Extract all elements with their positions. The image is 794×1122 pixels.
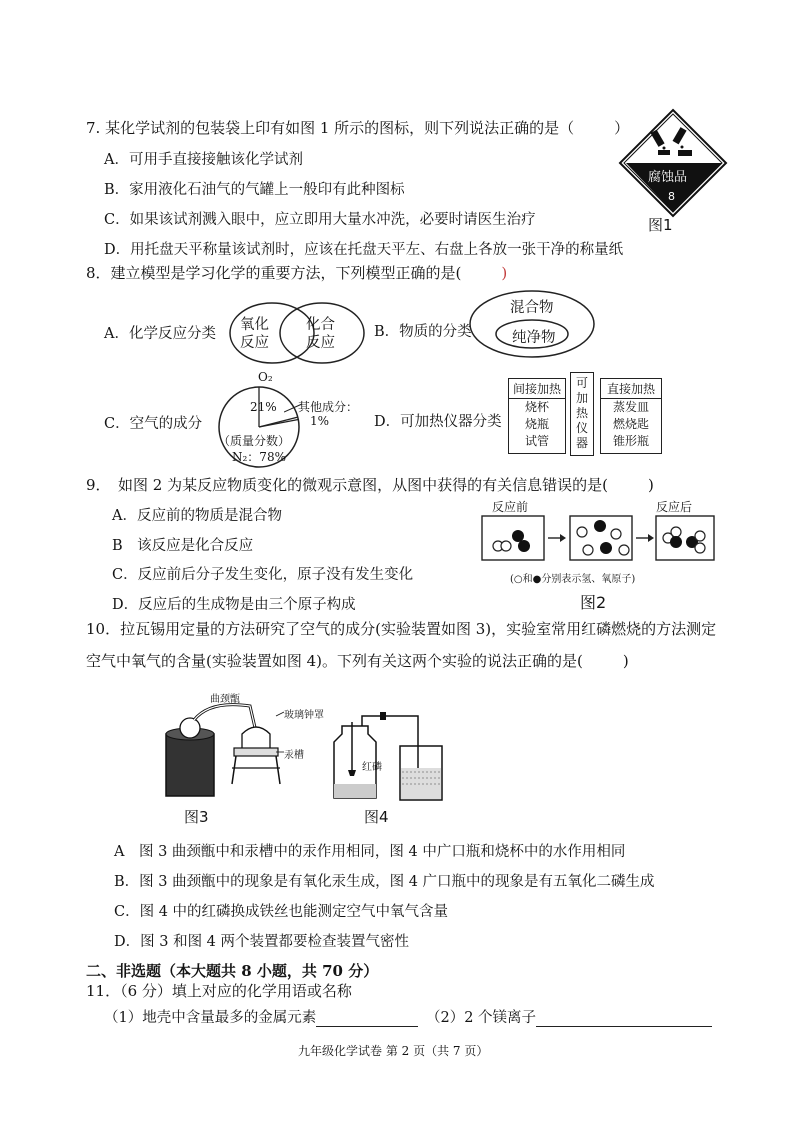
q7-option-b[interactable]: B．家用液化石油气的气罐上一般印有此种图标 (104, 182, 405, 198)
q8d-heatable-vertical-text (571, 373, 593, 451)
fig3-label-bell-jar: 玻璃钟罩 (284, 710, 324, 721)
q8c-other-label: 其他成分： (298, 400, 359, 414)
q9-stem (86, 474, 654, 495)
corrosive-sign-number: 8 (668, 190, 675, 203)
q10-option-c[interactable]: C．图 4 中的红磷换成铁丝也能测定空气中氧气含量 (114, 904, 449, 920)
q8d-heatable-char: 可 (575, 376, 588, 390)
corrosive-sign-text: 腐蚀品 (648, 170, 688, 185)
q8a-left-circle-text (240, 316, 269, 352)
q11-answer-blank-1[interactable] (316, 1010, 418, 1027)
q8d-heatable-box (570, 372, 594, 456)
figure-3-label: 图3 (184, 808, 209, 826)
q11-stem: 11．（6 分）填上对应的化学用语或名称 (86, 982, 352, 1000)
q11-part-1 (104, 1006, 418, 1027)
fig2-before-label: 反应前 (492, 500, 529, 514)
fig3-label-retort: 曲颈甑 (210, 694, 240, 705)
q11-part-1-text: （1）地壳中含量最多的金属元素 (104, 1010, 317, 1026)
fig3-furnace (166, 734, 214, 796)
q8a-right-line2: 反应 (306, 335, 335, 351)
q8c-other-percent: 1% (310, 414, 330, 428)
q8-option-c[interactable]: C．空气的成分 (104, 416, 203, 432)
q8c-mass-fraction-note: （质量分数） (218, 434, 291, 448)
q9-option-d[interactable]: D．反应后的生成物是由三个原子构成 (112, 597, 356, 613)
q7-option-c[interactable]: C．如果该试剂溅入眼中，应立即用大量水冲洗，必要时请医生治疗 (104, 212, 536, 228)
q8a-left-line1: 氧化 (240, 317, 269, 333)
q8-option-d[interactable]: D．可加热仪器分类 (374, 414, 502, 430)
q7-close: ） (614, 119, 630, 137)
q11-part-2-text: （2）2 个镁离子 (426, 1010, 537, 1026)
q7-option-a[interactable]: A．可用手直接接触该化学试剂 (104, 152, 303, 168)
q8c-n2-label: N₂：78% (232, 450, 286, 464)
q8-stem-text: 8．建立模型是学习化学的重要方法，下列模型正确的是( (86, 264, 462, 282)
q8-stem (86, 262, 507, 283)
q8d-indirect-title: 间接加热 (509, 379, 565, 399)
q8d-direct-item: 锥形瓶 (612, 434, 649, 448)
q8c-other-pointer (284, 402, 304, 414)
q8d-indirect-item: 烧杯 (524, 400, 549, 414)
q9-stem-text: 9． 如图 2 为某反应物质变化的微观示意图，从图中获得的有关信息错误的是( (86, 476, 608, 494)
fig4-label-phosphorus: 红磷 (362, 762, 382, 773)
q8d-heatable-char: 仪 (575, 421, 588, 435)
q11-answer-blank-2[interactable] (536, 1010, 712, 1027)
q9-option-a[interactable]: A．反应前的物质是混合物 (112, 508, 282, 524)
q10-option-d[interactable]: D．图 3 和图 4 两个装置都要检查装置气密性 (114, 934, 410, 950)
q8d-indirect-heat-box (508, 378, 566, 454)
q7-option-d[interactable]: D．用托盘天平称量该试剂时，应该在托盘天平左、右盘上各放一张干净的称量纸 (104, 242, 624, 258)
q10-stem-line2-text: 空气中氧气的含量(实验装置如图 4)。下列有关这两个实验的说法正确的是( (86, 652, 583, 670)
section-2-title: 二、非选题（本大题共 8 小题，共 70 分） (86, 962, 379, 980)
fig4-clamp (380, 712, 386, 720)
q9-option-c[interactable]: C．反应前后分子发生变化，原子没有发生变化 (112, 567, 414, 583)
fig2-after-label: 反应后 (656, 500, 693, 514)
q8d-direct-item: 燃烧匙 (612, 417, 649, 431)
page-footer: 九年级化学试卷 第 2 页（共 7 页） (298, 1044, 489, 1058)
q8d-direct-heat-box (600, 378, 662, 454)
q8d-indirect-item: 烧瓶 (524, 417, 549, 431)
fig4-phosphorus-apparatus (326, 712, 446, 804)
q8b-outer-label: 混合物 (510, 300, 554, 316)
q8d-indirect-item: 试管 (524, 434, 549, 448)
q8d-heatable-char: 加 (575, 391, 588, 405)
q8-close: ) (501, 264, 508, 282)
q8d-heatable-char: 器 (575, 436, 588, 450)
q9-option-b[interactable]: B 该反应是化合反应 (112, 538, 254, 554)
q7-stem-text: 7. 某化学试剂的包装袋上印有如图 1 所示的图标，则下列说法正确的是（ (86, 119, 575, 137)
q8-option-a[interactable]: A．化学反应分类 (104, 326, 216, 342)
q8d-heatable-char: 热 (575, 406, 588, 420)
fig2-reaction-diagram (478, 512, 718, 564)
figure-2-label: 图2 (580, 593, 607, 612)
q8a-right-circle-text (306, 316, 335, 352)
q8a-right-line1: 化合 (306, 317, 335, 333)
fig3-retort (180, 718, 200, 738)
q8b-inner-label: 纯净物 (512, 330, 556, 346)
q8a-left-line2: 反应 (240, 335, 269, 351)
q8d-indirect-list (509, 399, 565, 450)
q10-stem-line2 (86, 650, 629, 671)
figure-1-label: 图1 (648, 216, 673, 234)
q11-part-2 (426, 1006, 712, 1027)
q7-stem (86, 117, 629, 138)
q10-option-b[interactable]: B．图 3 曲颈甑中的现象是有氧化汞生成，图 4 广口瓶中的现象是有五氧化二磷生成 (114, 874, 655, 890)
q8-option-b[interactable]: B．物质的分类 (374, 324, 472, 340)
q10-close: ) (622, 652, 629, 670)
fig3-label-trough: 汞槽 (284, 750, 304, 761)
q8c-o2-label: O₂ (258, 370, 273, 384)
q8d-direct-list (601, 399, 661, 450)
q9-close: ) (647, 476, 654, 494)
q8d-direct-item: 蒸发皿 (612, 400, 649, 414)
figure-4-label: 图4 (364, 808, 389, 826)
q10-stem-line1: 10．拉瓦锡用定量的方法研究了空气的成分(实验装置如图 3)，实验室常用红磷燃烧的方法测定 (86, 620, 717, 638)
fig3-mercury-trough (234, 748, 278, 756)
fig2-legend: (○和●分别表示氢、氧原子) (510, 574, 636, 585)
q10-option-a[interactable]: A 图 3 曲颈甑中和汞槽中的汞作用相同，图 4 中广口瓶和烧杯中的水作用相同 (114, 844, 626, 860)
q8d-direct-title: 直接加热 (601, 379, 661, 399)
q8c-o2-percent: 21% (250, 400, 277, 414)
